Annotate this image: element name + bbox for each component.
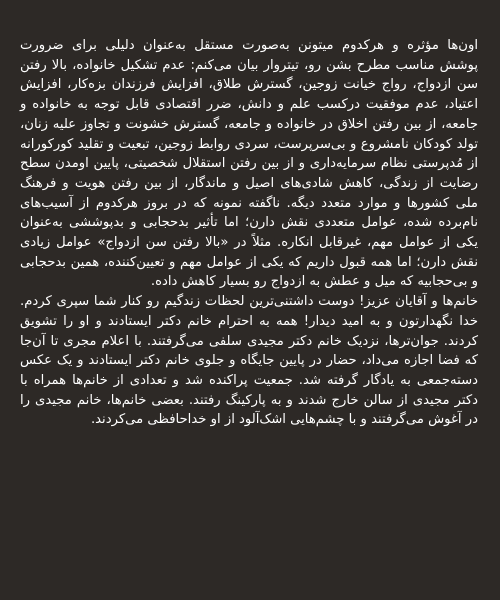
paragraph-2: خانم‌ها و آقایان عزیز! دوست داشتنی‌ترین لحظات زندگیم رو کنار شما سپری کردم. خدا نگهدارتون و به امید دیدار! همه به احترام خانم دکتر ایستادند و او را تشویق کردند. جوان‌ترها، نزدیک خانم دکتر مجیدی سلفی می‌گرفتند. با اعلام مجری تا آن‌جا که فضا اجازه می‌داد، حضار در پایین جایگاه و جلوی خانم دکتر ایستادند و یک عکس دسته‌جمعی به یادگار گرفته شد. جمعیت پراکنده شد و تعدادی از خانم‌ها همراه با دکتر مجیدی از سالن خارج شدند و به پارکینگ رفتند. بعضی خانم‌ها، خانم مجیدی را در آغوش می‌گرفتند و با چشم‌هایی اشک‌آلود از او خداحافظی می‌کردند. xyxy=(20,294,478,428)
paragraph-1: اون‌ها مؤثره و هرکدوم میتونن به‌صورت مستقل به‌عنوان دلیلی برای ضرورت پوشش مناسب مطرح بشن رو، تیتروار بیان می‌کنم: عدم تشکیل خانواده، بالا رفتن سن ازدواج، رواج خیانت زوجین، گسترش طلاق، افزایش فرزندان بزه‌کار، افزایش اعتیاد، عدم موفقیت درکسب علم و دانش، ضرر اقتصادی قابل توجه به خانواده و جامعه، از بین رفتن اخلاق در خانواده و جامعه، گسترش خشونت و تجاوز علیه زنان، تولد کودکان نامشروع و بی‌سرپرست، سردی روابط زوجین، تبعیت و تقلید کورکورانه از مُدپرستی نظام سرمایه‌داری و از بین رفتن استقلال شخصیتی، پایین اومدن سطح رضایت از زندگی، کاهش شادی‌های اصیل و ماندگار، از بین رفتن هویت و فرهنگ ملی کشورها و موارد متعدد دیگه. ناگفته نمونه که در بروز هرکدوم از آسیب‌های نام‌برده شده، عوامل متعددی نقش دارن؛ اما تأثیر بدحجابی و بدپوششی به‌عنوان یکی از عوامل مهم، غیرقابل انکاره. مثلاً در «بالا رفتن سن ازدواج» عوامل زیادی نقش دارن؛ اما همه قبول داریم که یکی از عوامل مهم و تعیین‌کننده، همین بدحجابی و بی‌حجابیه که میل و عطش به ازدواج رو بسیار کاهش داده. xyxy=(20,38,478,290)
document-body xyxy=(20,36,478,430)
